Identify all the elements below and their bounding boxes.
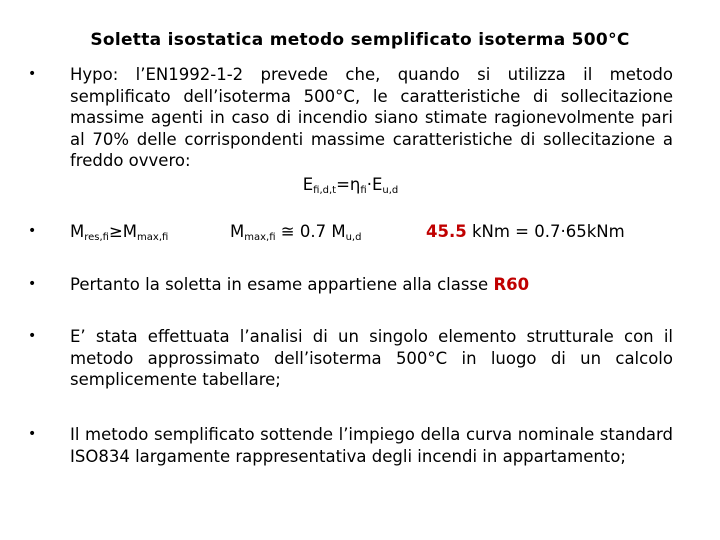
bullet-dot: • bbox=[28, 426, 37, 442]
bullet-method bbox=[28, 424, 673, 467]
bullet-dot: • bbox=[28, 66, 37, 82]
bullet-hypothesis bbox=[28, 64, 673, 195]
bullet-dot: • bbox=[28, 223, 37, 239]
bullet-dot: • bbox=[28, 276, 37, 292]
bullet-class bbox=[28, 274, 673, 296]
moment-value: 45.5 bbox=[426, 222, 467, 241]
fire-moment-formula: $M_{max,fi}$ ≅ 0.7 $M_{u,d}$ bbox=[230, 222, 362, 243]
bullet-moment-check bbox=[28, 221, 673, 243]
formula: $E_{fi,d,t}=\eta_{fi}\cdot E_{u,d}$ bbox=[302, 174, 399, 196]
moment-result: 45.5 kNm = 0.7·65kNm bbox=[426, 222, 625, 241]
bullet-dot: • bbox=[28, 328, 37, 344]
bullet-text: Hypo: l’EN1992-1-2 prevede che, quando si utilizza il metodo semplificato dell’isoterma 500°C, le caratteristiche di sollecitazione massime agenti in caso di incendio siano stimate ragionevolmente pari al 70% delle corrispondenti massime caratteristiche di sollecitazione a freddo ovvero: bbox=[70, 65, 673, 170]
resistance-condition: $M_{res,fi}\ge M_{max,fi}$ bbox=[70, 222, 169, 243]
slide-title: Soletta isostatica metodo semplificato isoterma 500°C bbox=[90, 30, 630, 50]
fire-class-label: R60 bbox=[493, 275, 530, 294]
bullet-text: Il metodo semplificato sottende l’impiego della curva nominale standard ISO834 largamente rappresentativa degli incendi in appartamento; bbox=[70, 425, 673, 466]
bullet-analysis bbox=[28, 326, 673, 391]
bullet-text: Pertanto la soletta in esame appartiene alla classe bbox=[70, 275, 494, 294]
bullet-text: E’ stata effettuata l’analisi di un singolo elemento strutturale con il metodo approssimato dell’isoterma 500°C in luogo di un calcolo semplicemente tabellare; bbox=[70, 327, 673, 389]
